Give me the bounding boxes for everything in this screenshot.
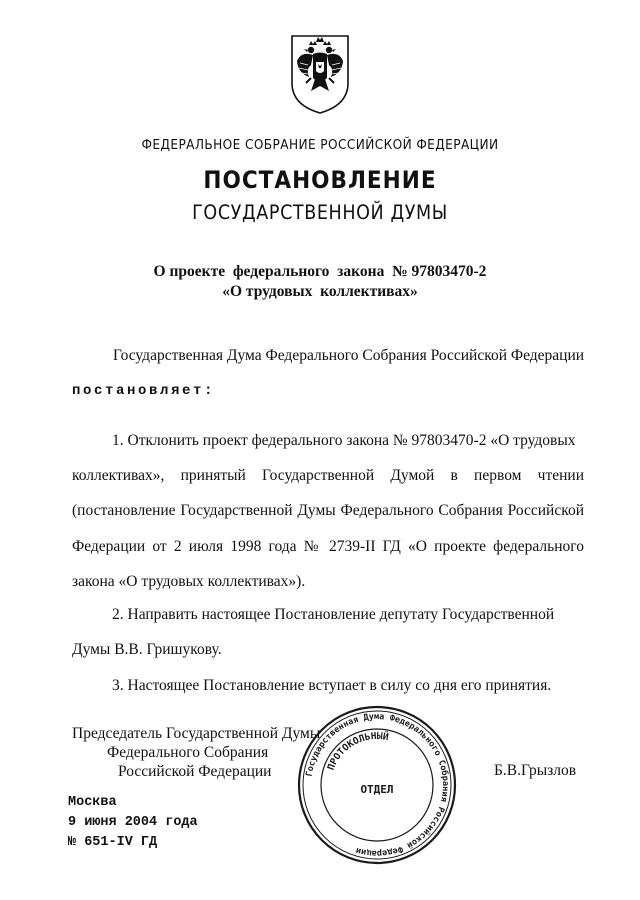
- official-seal-stamp: [292, 700, 462, 870]
- paragraph-first-line: 1. Отклонить проект федерального закона № 97803470-2 «О трудовых: [112, 432, 576, 449]
- seal-center-text: ОТДЕЛ: [360, 783, 394, 796]
- coat-of-arms-emblem: [289, 33, 351, 115]
- document-type-title: ПОСТАНОВЛЕНИЕ: [203, 166, 437, 194]
- paragraph-3: [72, 668, 584, 703]
- signatory-name: Б.В.Грызлов: [494, 762, 577, 779]
- document-issuer: ГОСУДАРСТВЕННОЙ ДУМЫ: [192, 201, 448, 224]
- signatory-title-line: Председатель Государственной Думы: [72, 725, 321, 742]
- paragraph-first-line: 2. Направить настоящее Постановление депутату Государственной: [112, 606, 555, 623]
- paragraph-1: [72, 423, 584, 599]
- document-subject: [0, 262, 640, 302]
- signatory-title-line: Российской Федерации: [118, 763, 272, 780]
- document-number: № 651-IV ГД: [68, 835, 158, 850]
- subject-line: «О трудовых коллективах»: [222, 283, 418, 300]
- parliament-name: ФЕДЕРАЛЬНОЕ СОБРАНИЕ РОССИЙСКОЙ ФЕДЕРАЦИИ: [141, 137, 499, 153]
- paragraph-2: [72, 597, 584, 667]
- paragraph-first-line: 3. Настоящее Постановление вступает в силу со дня его принятия.: [112, 677, 552, 694]
- place-city: Москва: [68, 795, 117, 810]
- paragraph-body: коллективах», принятый Государственной Думой в первом чтении (постановление Государственной Думы Федерального Собрания Российской Федерации от 2 июля 1998 года № 2739-II ГД «О проекте федерального закона «О трудовых коллективах»).: [72, 467, 584, 590]
- preamble-text: Государственная Дума Федерального Собрания Российской Федерации: [113, 347, 585, 364]
- signatory-title-line: Федерального Собрания: [107, 744, 269, 761]
- document-date: 9 июня 2004 года: [68, 815, 198, 830]
- subject-line: О проекте федерального закона № 97803470-2: [153, 263, 487, 280]
- seal-outer-text: Государственная Дума Федерального Собрания Российской Федерации: [304, 711, 451, 859]
- seal-inner-text: ПРОТОКОЛЬНЫЙ: [325, 730, 390, 772]
- decision-word: постановляет:: [72, 383, 216, 399]
- paragraph-body: Думы В.В. Гришукову.: [72, 641, 222, 659]
